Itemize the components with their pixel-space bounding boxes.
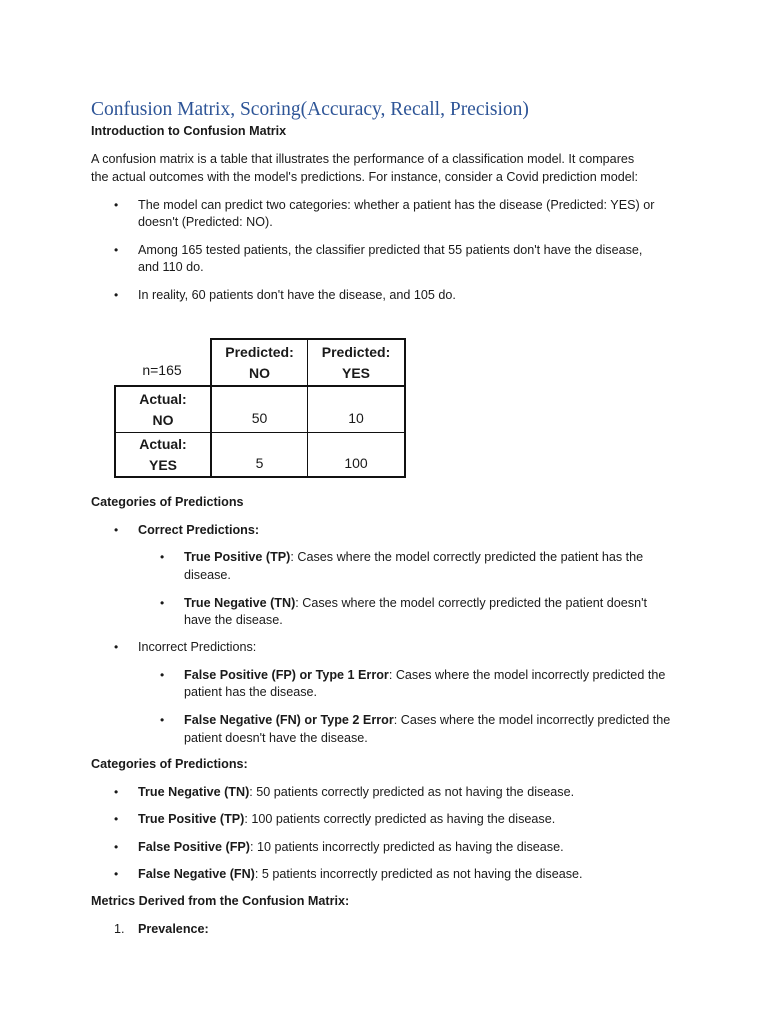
confusion-matrix-table [114, 338, 406, 478]
n-label: n=165 [142, 362, 182, 378]
bullet-1-line-2: doesn't (Predicted: NO). [138, 215, 273, 229]
tn-definition-line-2: have the disease. [184, 613, 283, 627]
tp-definition-line-2: disease. [184, 568, 231, 582]
fp-definition-line-1 [184, 667, 665, 685]
fn-definition-text: : Cases where the model incorrectly predicted the [393, 713, 671, 727]
tn-definition-line-1 [184, 595, 647, 613]
bullet-3-line-1: In reality, 60 patients don't have the disease, and 105 do. [138, 288, 456, 302]
bullet-2-line-1: Among 165 tested patients, the classifier predicted that 55 patients don't have the disease, [138, 243, 643, 257]
bullet-marker: • [114, 288, 119, 302]
tn-term: True Negative (TN) [184, 596, 296, 610]
fp-term: False Positive (FP) or Type 1 Error [184, 668, 389, 682]
count-fp-text: : 10 patients incorrectly predicted as having the disease. [249, 840, 564, 854]
count-fp-term: False Positive (FP) [138, 840, 250, 854]
cell-true-negative: 50 [210, 385, 307, 432]
count-fp [138, 839, 564, 857]
correct-predictions-label: Correct Predictions: [138, 523, 260, 537]
bullet-marker: • [160, 596, 165, 610]
fp-definition-text: : Cases where the model incorrectly predicted the [388, 668, 666, 682]
bullet-marker: • [114, 523, 119, 537]
row-actual-yes [114, 432, 210, 478]
count-tn-term: True Negative (TN) [138, 785, 250, 799]
cell-false-positive: 10 [307, 385, 406, 432]
page-title: Confusion Matrix, Scoring(Accuracy, Recall, Precision) [91, 99, 529, 120]
fn-definition-line-1 [184, 712, 670, 730]
fp-definition-line-2: patient has the disease. [184, 685, 318, 699]
count-tn-text: : 50 patients correctly predicted as not having the disease. [249, 785, 575, 799]
count-fn [138, 866, 583, 884]
metric-prevalence-label: Prevalence: [138, 922, 209, 936]
intro-paragraph-line-1: A confusion matrix is a table that illustrates the performance of a classification model. It compares [91, 152, 635, 166]
fn-term: False Negative (FN) or Type 2 Error [184, 713, 394, 727]
bullet-1-line-1: The model can predict two categories: whether a patient has the disease (Predicted: YES) or [138, 198, 655, 212]
row-actual-no [114, 385, 210, 432]
bullet-marker: • [160, 668, 165, 682]
header-predicted-no-line-2: NO [249, 364, 270, 381]
cell-false-negative: 5 [210, 432, 307, 478]
count-tp-term: True Positive (TP) [138, 812, 245, 826]
tp-term: True Positive (TP) [184, 550, 291, 564]
tp-definition-text: : Cases where the model correctly predicted the patient has the [290, 550, 644, 564]
tn-definition-text: : Cases where the model correctly predicted the patient doesn't [295, 596, 647, 610]
bullet-2-line-2: and 110 do. [138, 260, 204, 274]
bullet-marker: • [160, 713, 165, 727]
bullet-marker: • [114, 198, 119, 212]
incorrect-predictions-label: Incorrect Predictions: [138, 640, 257, 654]
count-tp [138, 811, 555, 829]
count-fn-term: False Negative (FN) [138, 867, 255, 881]
metrics-heading: Metrics Derived from the Confusion Matrix: [91, 894, 350, 908]
count-tp-text: : 100 patients correctly predicted as having the disease. [244, 812, 556, 826]
metric-number: 1. [114, 922, 125, 936]
row-actual-no-line-1: Actual: [139, 390, 187, 407]
tp-definition-line-1 [184, 549, 643, 567]
bullet-marker: • [114, 640, 119, 654]
bullet-marker: • [114, 812, 119, 826]
fn-definition-line-2: patient doesn't have the disease. [184, 731, 368, 745]
bullet-marker: • [114, 243, 119, 257]
categories-heading: Categories of Predictions [91, 495, 244, 509]
row-actual-yes-line-1: Actual: [139, 435, 187, 452]
cell-true-positive: 100 [307, 432, 406, 478]
header-predicted-yes [307, 338, 406, 385]
bullet-marker: • [114, 840, 119, 854]
count-tn [138, 784, 574, 802]
header-predicted-no-line-1: Predicted: [225, 343, 294, 360]
bullet-marker: • [160, 550, 165, 564]
categories-heading-2: Categories of Predictions: [91, 757, 248, 771]
intro-heading: Introduction to Confusion Matrix [91, 124, 287, 138]
count-fn-text: : 5 patients incorrectly predicted as not having the disease. [254, 867, 583, 881]
header-predicted-no [210, 338, 307, 385]
bullet-marker: • [114, 867, 119, 881]
header-predicted-yes-line-2: YES [341, 364, 370, 381]
intro-paragraph-line-2: the actual outcomes with the model's predictions. For instance, consider a Covid prediction model: [91, 170, 639, 184]
row-actual-no-line-2: NO [152, 411, 174, 428]
bullet-marker: • [114, 785, 119, 799]
row-actual-yes-line-2: YES [148, 456, 177, 473]
header-predicted-yes-line-1: Predicted: [321, 343, 391, 360]
